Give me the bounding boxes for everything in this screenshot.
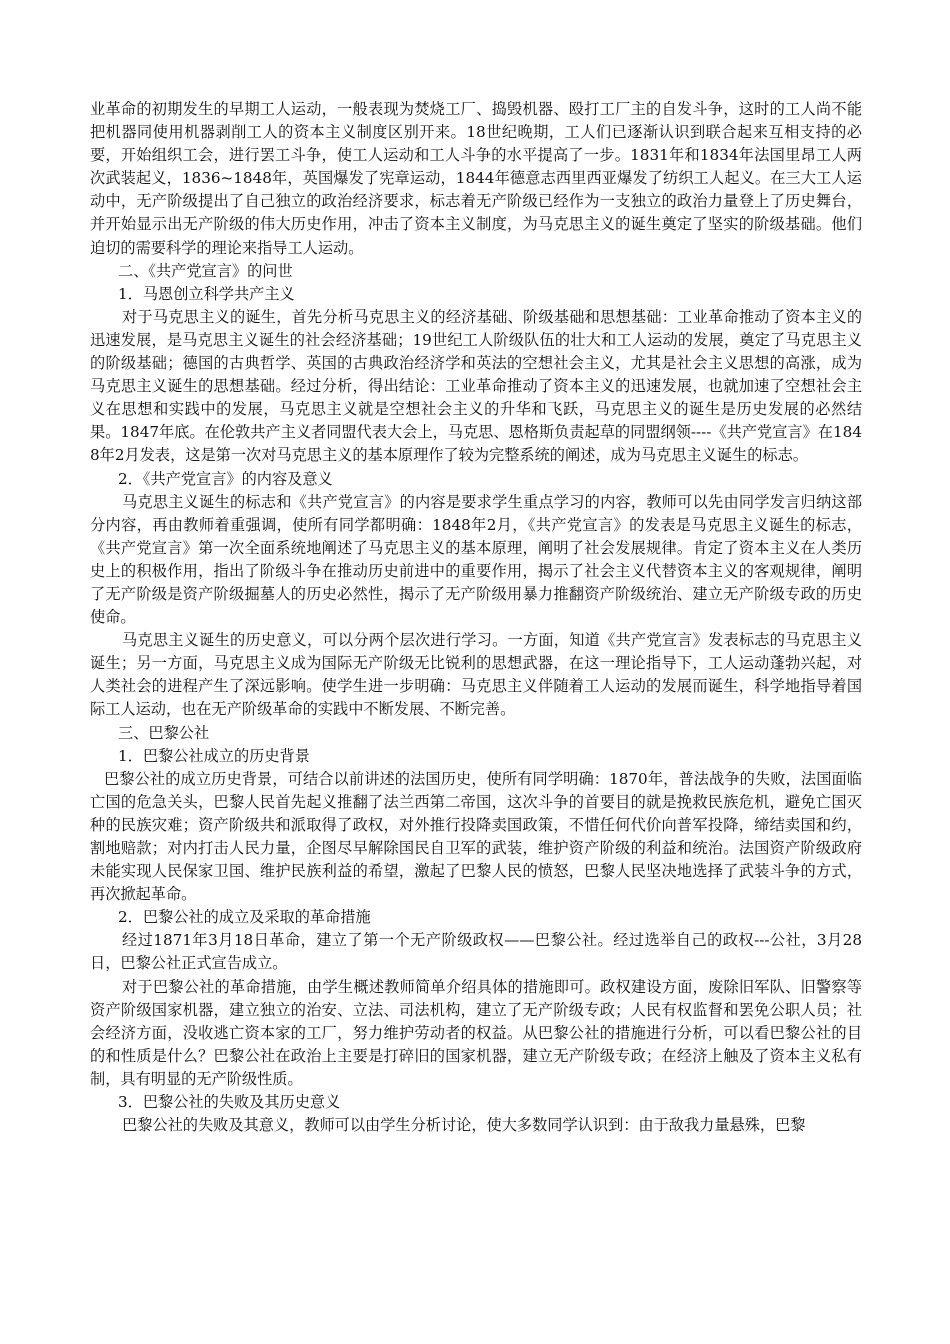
subheading-scientific-communism: 1．马恩创立科学共产主义 (118, 284, 295, 303)
paragraph-birth-of-marxism: 对于马克思主义的诞生，首先分析马克思主义的经济基础、阶级基础和思想基础：工业革命推动了资本主义的迅速发展，是马克思主义诞生的社会经济基础；19世纪工人阶级队伍的壮大和工人运动的发展，奠定了马克思主义的阶级基础；德国的古典哲学、英国的古典政治经济学和英法的空想社会主义，尤其是社会主义思想的高涨，成为马克思主义诞生的思想基础。经过分析，得出结论：工业革命推动了资本主义的迅速发展，也就加速了空想社会主义在思想和实践中的发展，马克思主义就是空想社会主义的升华和飞跃，马克思主义的诞生是历史发展的必然结果。1847年底。在伦敦共产主义者同盟代表大会上，马克思、恩格斯负责起草的同盟纲领----《共产党宣言》在1848年2月发表，这是第一次对马克思主义的基本原理作了较为完整系统的阐述，成为马克思主义诞生的标志。 (90, 307, 862, 465)
paragraph-manifesto-content: 马克思主义诞生的标志和《共产党宣言》的内容是要求学生重点学习的内容，教师可以先由同学发言归纳这部分内容，再由教师着重强调，使所有同学都明确：1848年2月，《共产党宣言》的发表是马克思主义诞生的标志，《共产党宣言》第一次全面系统地阐述了马克思主义的基本原理，阐明了社会发展规律。肯定了资本主义在人类历史上的积极作用，指出了阶级斗争在推动历史前进中的重要作用，揭示了社会主义代替资本主义的客观规律，阐明了无产阶级是资产阶级掘墓人的历史必然性，揭示了无产阶级用暴力推翻资产阶级统治、建立无产阶级专政的历史使命。 (90, 492, 862, 627)
paragraph-commune-measures: 对于巴黎公社的革命措施，由学生概述教师简单介绍具体的措施即可。政权建设方面，废除旧军队、旧警察等资产阶级国家机器，建立独立的治安、立法、司法机构，建立了无产阶级专政；人民有权监督和罢免公职人员；社会经济方面，没收逃亡资本家的工厂，努力维护劳动者的权益。从巴黎公社的措施进行分析，可以看巴黎公社的目的和性质是什么？巴黎公社在政治上主要是打碎旧的国家机器，建立无产阶级专政；在经济上触及了资本主义私有制，具有明显的无产阶级性质。 (90, 977, 862, 1088)
paragraph-manifesto-significance: 马克思主义诞生的历史意义，可以分两个层次进行学习。一方面，知道《共产党宣言》发表标志的马克思主义诞生；另一方面，马克思主义成为国际无产阶级无比锐利的思想武器，在这一理论指导下，工人运动蓬勃兴起，对人类社会的进程产生了深远影响。使学生进一步明确：马克思主义伴随着工人运动的发展而诞生，科学地指导着国际工人运动，也在无产阶级革命的实践中不断发展、不断完善。 (90, 631, 862, 719)
subheading-commune-measures: 2．巴黎公社的成立及采取的革命措施 (118, 908, 371, 927)
paragraph-workers-movement: 业革命的初期发生的早期工人运动，一般表现为焚烧工厂、捣毁机器、殴打工厂主的自发斗争，这时的工人尚不能把机器同使用机器剥削工人的资本主义制度区别开来。18世纪晚期，工人们已逐渐认识到联合起来互相支持的必要，开始组织工会，进行罢工斗争，使工人运动和工人斗争的水平提高了一步。1831年和1834年法国里昂工人两次武装起义，1836~1848年，英国爆发了宪章运动，1844年德意志西里西亚爆发了纺织工人起义。在三大工人运动中，无产阶级提出了自己独立的政治经济要求，标志着无产阶级已经作为一支独立的政治力量登上了历史舞台，并开始显示出无产阶级的伟大历史作用，冲击了资本主义制度，为马克思主义的诞生奠定了坚实的阶级基础。他们迫切的需要科学的理论来指导工人运动。 (90, 100, 862, 257)
subheading-commune-failure: 3．巴黎公社的失败及其历史意义 (118, 1093, 341, 1112)
paragraph-commune-founding: 经过1871年3月18日革命，建立了第一个无产阶级政权——巴黎公社。经过选举自己的政权---公社，3月28日，巴黎公社正式宣告成立。 (90, 931, 862, 973)
paragraph-commune-failure: 巴黎公社的失败及其意义，教师可以由学生分析讨论，使大多数同学认识到：由于敌我力量悬殊，巴黎 (122, 1116, 806, 1135)
section-heading-paris-commune: 三、巴黎公社 (118, 723, 210, 742)
subheading-commune-background: 1．巴黎公社成立的历史背景 (118, 746, 310, 765)
section-heading-communist-manifesto: 二、《共产党宣言》的问世 (118, 261, 293, 280)
subheading-manifesto-content: 2．《共产党宣言》的内容及意义 (118, 469, 333, 488)
paragraph-commune-background: 巴黎公社的成立历史背景，可结合以前讲述的法国历史，使所有同学明确：1870年，普法战争的失败，法国面临亡国的危急关头，巴黎人民首先起义推翻了法兰西第二帝国，这次斗争的首要目的就是挽救民族危机，避免亡国灭种的民族灾难；资产阶级共和派取得了政权，对外推行投降卖国政策，不惜任何代价向普军投降，缔结卖国和约，割地赔款；对内打击人民力量，企图尽早解除国民自卫军的武装，维护资产阶级的利益和统治。法国资产阶级政府未能实现人民保家卫国、维护民族利益的希望，激起了巴黎人民的愤怒，巴黎人民坚决地选择了武装斗争的方式，再次掀起革命。 (90, 769, 862, 904)
document-page (90, 98, 862, 1137)
